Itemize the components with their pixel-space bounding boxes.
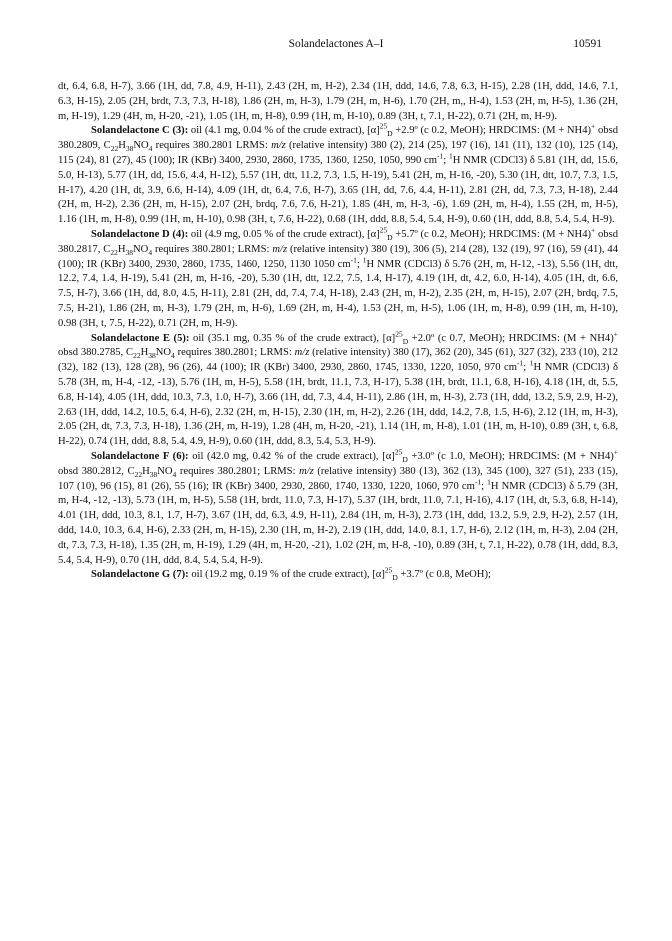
running-title: Solandelactones A–I: [288, 38, 384, 50]
superscript: -1: [474, 476, 482, 486]
superscript: 1: [487, 476, 491, 486]
text-run: requires 380.2801 LRMS:: [152, 140, 272, 152]
superscript: -1: [436, 151, 444, 161]
superscript: 25: [395, 329, 403, 339]
text-run: H NMR (CDCl3) δ 5.76 (2H, m, H-12, -13), 5.56 (1H, dtt, 12.2, 7.4, 1.4, H-19), 5.41 (2H, m, H-16, -20), 5.30 (1H, dtt, 12.2, 7.5, 1.4, H-17), 4.19 (1H, dt, 4.2, 6.0, H-14), 4.05 (1H, dt, 6.6, 7.5, H-7), 3.66 (1H, dd, 8.0, 4.5, H-11), 2.81 (2H, dd, 7.4, 7.4, H-18), 2.43 (2H, m, H-2), 2.35 (2H, m, H-15), 2.07 (2H, brdq, 7.5, 7.5, H-21), 1.86 (2H, m, H-3), 1.79 (2H, m, H-6), 1.69 (2H, m, H-4), 1.53 (2H, m, H-5), 1.06 (1H, m, H-8), 0.99 (1H, m, H-10), 0.98 (3H, t, 7.5, H-22), 0.71 (2H, m, H-9).: [58, 258, 618, 329]
superscript: 1: [448, 151, 453, 161]
compound-name: Solandelactone F (6):: [91, 450, 189, 462]
subscript: 38: [148, 351, 156, 361]
superscript: -1: [350, 255, 357, 265]
text-run: H: [142, 465, 150, 477]
text-run: oil (42.0 mg, 0.42 % of the crude extract), [α]: [188, 450, 395, 462]
subscript: 22: [110, 247, 118, 257]
subscript: D: [392, 573, 398, 583]
text-run: m/z: [272, 243, 288, 255]
text-run: +5.7º (c 0.2, MeOH); HRDCIMS: (M + NH4): [392, 228, 592, 240]
body-text: [58, 80, 618, 583]
subscript: 4: [172, 469, 177, 479]
text-run: m/z: [271, 140, 286, 152]
text-run: H: [140, 347, 149, 359]
text-run: obsd 380.2812, C: [58, 465, 135, 477]
text-run: ;: [523, 362, 530, 374]
superscript: 25: [379, 121, 388, 131]
text-run: (relative intensity) 380 (13), 362 (13), 345 (100), 327 (51), 233 (15), 107 (10), 96 (15), 81 (26), 55 (16); IR (KBr) 3400, 2930, 2860, 1740, 1330, 1220, 1060, 970 cm: [58, 465, 618, 492]
subscript: 38: [125, 144, 134, 154]
compound-entry: [58, 329, 618, 450]
text-run: ;: [481, 480, 488, 492]
running-head: [0, 38, 672, 54]
superscript: +: [613, 447, 618, 457]
text-run: NO: [157, 465, 173, 477]
page-number: 10591: [573, 38, 602, 50]
text-run: +2.9º (c 0.2, MeOH); HRDCIMS: (M + NH4): [392, 125, 592, 137]
text-run: obsd 380.2785, C: [58, 347, 134, 359]
superscript: 1: [529, 358, 534, 368]
superscript: 25: [384, 565, 393, 575]
text-run: H NMR (CDCl3) δ 5.79 (3H, m, H-4, -12, -13), 5.73 (1H, m, H-5), 5.58 (1H, brdt, 11.0, 7.3, H-17), 5.37 (1H, brdt, 11.0, 7.1, H-16), 4.17 (1H, dt, 5.3, 6.8, H-14), 4.01 (1H, ddd, 10.3, 8.1, 1.7, H-7), 3.67 (1H, dd, 6.3, 4.9, H-11), 2.84 (1H, m, H-3), 2.73 (1H, ddd, 13.2, 5.9, 2.9, H-2), 2.57 (1H, ddd, 14.0, 10.3, 6.4, H-6), 2.33 (2H, m, H-15), 2.30 (1H, m, H-2), 2.19 (1H, ddd, 14.0, 8.1, 1.7, H-6), 2.12 (1H, m, H-3), 2.04 (2H, dt, 7.3, 7.3, H-18), 1.35 (2H, m, H-19), 1.29 (4H, m, H-20, -21), 1.02 (2H, m, H-8, -10), 0.89 (3H, t, 7.1, H-22), 0.78 (1H, ddd, 8.3, 5.4, 5.4, H-9), 0.70 (1H, ddd, 8.4, 5.4, 5.4, H-9).: [58, 480, 618, 566]
text-run: NO: [133, 140, 149, 152]
text-run: oil (4.9 mg, 0.05 % of the crude extract), [α]: [188, 228, 380, 240]
compound-entry: [58, 565, 618, 583]
compound-name: Solandelactone E (5):: [91, 332, 190, 344]
text-run: (relative intensity) 380 (2), 214 (25), 197 (16), 141 (11), 132 (10), 125 (14), 115 (24), 81 (27), 45 (100); IR (KBr) 3400, 2930, 2860, 1735, 1360, 1250, 1050, 990 cm: [58, 140, 619, 166]
subscript: 4: [148, 144, 153, 154]
subscript: D: [402, 455, 408, 465]
text-run: (relative intensity) 380 (17), 362 (20), 345 (61), 327 (32), 233 (10), 212 (32), 182 (13), 128 (28), 96 (26), 44 (100); IR (KBr) 3400, 2930, 2860, 1745, 1330, 1220, 1050, 970 cm: [58, 347, 618, 374]
compound-name: Solandelactone C (3):: [91, 125, 189, 137]
text-run: oil (19.2 mg, 0.19 % of the crude extract), [α]: [188, 569, 385, 581]
text-run: +3.7º (c 0.8, MeOH);: [397, 569, 491, 581]
subscript: 4: [148, 247, 153, 257]
text-run: obsd 380.2817, C: [58, 228, 618, 255]
text-run: obsd 380.2809, C: [58, 125, 618, 152]
text-run: requires 380.2801; LRMS:: [176, 465, 300, 477]
text-run: ;: [356, 258, 363, 270]
subscript: 22: [134, 469, 143, 479]
text-run: H NMR (CDCl3) δ 5.81 (1H, dd, 15.6, 5.0, H-13), 5.77 (1H, dd, 15.6, 4.4, H-12), 5.57 (1H, dtt, 11.2, 7.3, 1.5, H-19), 5.41 (2H, m, H-16, -20), 5.30 (1H, dtt, 10.7, 7.3, 1.5, H-17), 4.20 (1H, dt, 3.9, 6.6, H-14), 4.09 (1H, dt, 6.4, 7.6, H-7), 3.65 (1H, dd, 7.6, 4.4, H-11), 2.81 (2H, dd, 7.3, 7.3, H-18), 2.44 (2H, m, H-2), 2.36 (2H, m, H-15), 2.07 (2H, brdq, 7.6, 7.6, H-21), 1.85 (4H, m, H-3, -6), 1.69 (2H, m, H-4), 1.55 (2H, m, H-5), 1.16 (1H, m, H-8), 0.99 (1H, m, H-10), 0.98 (3H, t, 7.6, H-22), 0.68 (1H, ddd, 8.8, 5.4, 5.4, H-9), 0.60 (1H, ddd, 8.8, 5.4, 5.4, H-9).: [58, 154, 619, 226]
compound-entry: [58, 447, 618, 568]
subscript: 22: [133, 351, 141, 361]
subscript: D: [387, 233, 393, 243]
text-run: (relative intensity) 380 (19), 306 (5), 214 (28), 132 (19), 97 (16), 59 (41), 44 (100); IR (KBr) 3400, 2930, 2860, 1735, 1460, 1250, 1130 1050 cm: [58, 243, 618, 270]
text-run: requires 380.2801; LRMS:: [174, 347, 295, 359]
text-run: NO: [155, 347, 172, 359]
continued-paragraph: [58, 80, 618, 124]
text-run: requires 380.2801; LRMS:: [152, 243, 273, 255]
subscript: D: [387, 129, 393, 139]
compound-name: Solandelactone D (4):: [91, 228, 189, 240]
text-run: NO: [133, 243, 149, 255]
text-run: +2.0º (c 0.7, MeOH); HRDCIMS: (M + NH4): [408, 332, 614, 344]
subscript: 4: [171, 351, 175, 361]
text-run: H: [117, 243, 126, 255]
subscript: 22: [110, 144, 119, 154]
superscript: 25: [379, 225, 388, 235]
superscript: 25: [394, 447, 403, 457]
text-run: ;: [443, 154, 449, 166]
text-run: H: [118, 140, 126, 152]
superscript: +: [591, 121, 596, 131]
compound-entry: [58, 121, 619, 228]
text-run: dt, 6.4, 6.8, H-7), 3.66 (1H, dd, 7.8, 4.9, H-11), 2.43 (2H, m, H-2), 2.34 (1H, ddd, 14.6, 7.8, 6.3, H-15), 2.28 (1H, ddd, 14.6, 7.1, 6.3, H-15), 2.05 (2H, brdt, 7.3, 7.3, H-18), 1.86 (2H, m, H-3), 1.79 (2H, m, H-6), 1.70 (2H, m,, H-4), 1.53 (2H, m, H-5), 1.36 (2H, m, H-19), 1.29 (4H, m, H-20, -21), 1.05 (1H, m, H-8), 0.99 (1H, m, H-10), 0.89 (3H, t, 7.1, H-22), 0.71 (2H, m, H-9).: [58, 81, 618, 122]
subscript: 38: [149, 469, 158, 479]
superscript: +: [591, 225, 596, 235]
subscript: 38: [125, 247, 134, 257]
text-run: H NMR (CDCl3) δ 5.78 (3H, m, H-4, -12, -13), 5.76 (1H, m, H-5), 5.58 (1H, brdt, 11.1, 7.3, H-17), 5.38 (1H, brdt, 11.1, 6.8, H-16), 4.18 (1H, dt, 5.5, 6.8, H-14), 4.05 (1H, ddd, 10.3, 7.3, 1.0, H-7), 3.66 (1H, dd, 7.3, 4.4, H-11), 2.86 (1H, m, H-3), 2.73 (1H, ddd, 13.2, 5.9, 2.9, H-2), 2.63 (1H, ddd, 14.2, 10.5, 6.4, H-6), 2.32 (2H, m, H-15), 2.30 (1H, m, H-2), 2.26 (1H, ddd, 14.2, 7.8, 1.5, H-6), 2.12 (1H, m, H-3), 2.05 (2H, dt, 7.3, 7.3, H-18), 1.36 (2H, m, H-19), 1.28 (4H, m, H-20, -21), 1.14 (1H, m, H-8), 1.01 (1H, m, H-10), 0.89 (3H, t, 6.8, H-22), 0.74 (1H, ddd, 8.8, 5.4, 4.9, H-9), 0.60 (1H, ddd, 8.3, 5.4, 5.3, H-9).: [58, 362, 618, 448]
text-run: oil (4.1 mg, 0.04 % of the crude extract), [α]: [188, 125, 380, 137]
text-run: oil (35.1 mg, 0.35 % of the crude extract), [α]: [189, 332, 396, 344]
text-run: +3.0º (c 1.0, MeOH); HRDCIMS: (M + NH4): [407, 450, 614, 462]
compound-name: Solandelactone G (7):: [91, 569, 189, 581]
superscript: +: [613, 329, 618, 339]
compound-entry: [58, 225, 618, 332]
text-run: m/z: [299, 465, 314, 477]
superscript: -1: [517, 358, 524, 368]
subscript: D: [402, 336, 409, 346]
text-run: m/z: [294, 347, 310, 359]
superscript: 1: [362, 255, 367, 265]
